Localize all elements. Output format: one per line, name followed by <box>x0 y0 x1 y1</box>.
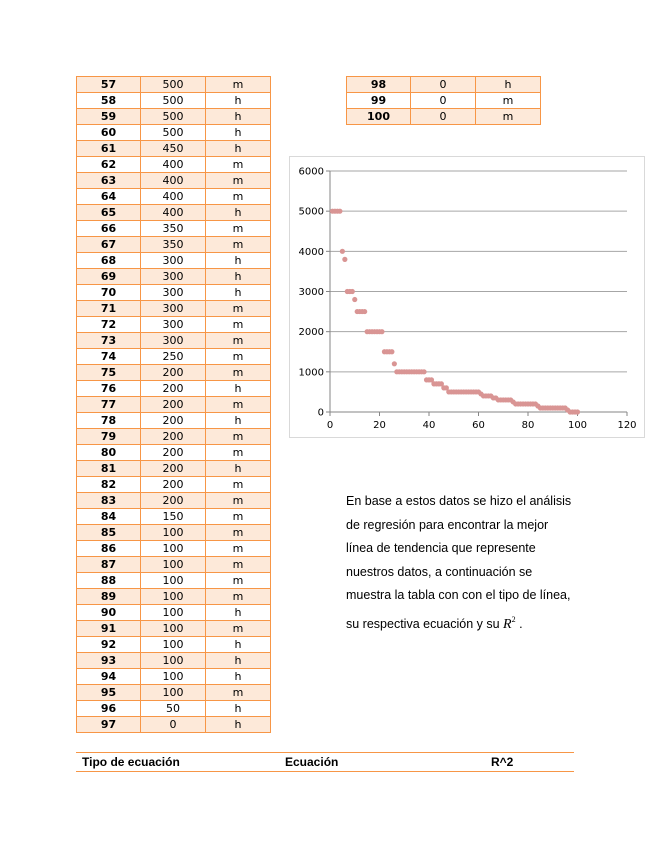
row-value: 500 <box>141 125 206 141</box>
row-type: m <box>206 621 271 637</box>
table-row <box>77 637 271 653</box>
row-value: 100 <box>141 573 206 589</box>
table-row <box>77 525 271 541</box>
row-value: 250 <box>141 349 206 365</box>
row-index: 60 <box>77 125 141 141</box>
x-tick-label: 20 <box>373 420 386 431</box>
row-type: m <box>206 77 271 93</box>
data-point <box>575 409 580 414</box>
row-value: 200 <box>141 365 206 381</box>
row-value: 100 <box>141 589 206 605</box>
table-row <box>77 397 271 413</box>
row-type: h <box>206 141 271 157</box>
table-row <box>77 557 271 573</box>
table-row <box>77 653 271 669</box>
paragraph-line: su respectiva ecuación y su <box>346 616 500 631</box>
row-value: 200 <box>141 381 206 397</box>
row-value: 100 <box>141 605 206 621</box>
row-type: h <box>206 461 271 477</box>
row-value: 100 <box>141 621 206 637</box>
data-point <box>352 297 357 302</box>
row-type: m <box>206 173 271 189</box>
row-type: h <box>206 125 271 141</box>
row-type: h <box>206 669 271 685</box>
row-type: m <box>206 221 271 237</box>
table-row <box>77 173 271 189</box>
row-type: m <box>206 445 271 461</box>
row-value: 0 <box>411 109 476 125</box>
table-row <box>77 253 271 269</box>
row-type: m <box>206 589 271 605</box>
x-tick-label: 60 <box>472 420 485 431</box>
row-value: 450 <box>141 141 206 157</box>
row-value: 50 <box>141 701 206 717</box>
row-type: m <box>206 301 271 317</box>
row-index: 78 <box>77 413 141 429</box>
table-row <box>77 157 271 173</box>
row-type: h <box>206 637 271 653</box>
row-type: m <box>206 429 271 445</box>
data-table-left <box>76 76 271 733</box>
table-row <box>77 269 271 285</box>
equation-table-header <box>76 752 574 772</box>
row-value: 100 <box>141 637 206 653</box>
row-index: 57 <box>77 77 141 93</box>
row-type: h <box>206 605 271 621</box>
table-row <box>77 701 271 717</box>
row-type: m <box>206 237 271 253</box>
row-value: 200 <box>141 493 206 509</box>
row-type: m <box>206 349 271 365</box>
y-tick-label: 3000 <box>298 287 324 298</box>
row-index: 71 <box>77 301 141 317</box>
table-row <box>77 189 271 205</box>
row-type: m <box>476 109 541 125</box>
analysis-paragraph <box>346 490 606 636</box>
row-index: 87 <box>77 557 141 573</box>
row-value: 200 <box>141 413 206 429</box>
row-value: 350 <box>141 237 206 253</box>
row-type: m <box>206 557 271 573</box>
row-value: 300 <box>141 333 206 349</box>
row-type: h <box>206 653 271 669</box>
row-value: 400 <box>141 157 206 173</box>
data-point <box>362 309 367 314</box>
table-row <box>77 669 271 685</box>
table-row <box>77 205 271 221</box>
row-value: 350 <box>141 221 206 237</box>
table-row <box>77 685 271 701</box>
row-index: 75 <box>77 365 141 381</box>
row-index: 85 <box>77 525 141 541</box>
table-row <box>77 493 271 509</box>
row-index: 84 <box>77 509 141 525</box>
row-type: m <box>206 493 271 509</box>
table-row <box>77 349 271 365</box>
row-value: 500 <box>141 93 206 109</box>
row-index: 70 <box>77 285 141 301</box>
row-index: 61 <box>77 141 141 157</box>
row-index: 99 <box>347 93 411 109</box>
row-value: 200 <box>141 445 206 461</box>
row-type: m <box>206 333 271 349</box>
row-value: 300 <box>141 285 206 301</box>
row-type: h <box>206 269 271 285</box>
row-type: h <box>206 253 271 269</box>
row-type: m <box>206 509 271 525</box>
row-type: m <box>206 573 271 589</box>
row-index: 76 <box>77 381 141 397</box>
table-row <box>77 477 271 493</box>
row-type: m <box>206 541 271 557</box>
row-value: 0 <box>411 77 476 93</box>
row-index: 67 <box>77 237 141 253</box>
row-value: 100 <box>141 685 206 701</box>
row-type: m <box>206 477 271 493</box>
row-type: h <box>206 381 271 397</box>
row-index: 62 <box>77 157 141 173</box>
row-index: 64 <box>77 189 141 205</box>
row-type: m <box>206 157 271 173</box>
r-exponent: 2 <box>511 614 516 624</box>
row-type: h <box>206 285 271 301</box>
row-type: m <box>206 525 271 541</box>
row-value: 100 <box>141 541 206 557</box>
table-row <box>347 93 541 109</box>
row-index: 72 <box>77 317 141 333</box>
row-type: m <box>206 365 271 381</box>
data-point <box>350 289 355 294</box>
paragraph-line: línea de tendencia que represente <box>346 541 536 555</box>
table-row <box>77 365 271 381</box>
y-tick-label: 2000 <box>298 327 324 339</box>
table-row <box>77 589 271 605</box>
paragraph-line: de regresión para encontrar la mejor <box>346 517 549 532</box>
row-type: m <box>206 397 271 413</box>
row-index: 98 <box>347 77 411 93</box>
row-type: h <box>476 77 541 93</box>
r-symbol: R <box>503 616 512 632</box>
table-row <box>77 573 271 589</box>
row-value: 0 <box>411 93 476 109</box>
row-index: 80 <box>77 445 141 461</box>
row-value: 0 <box>141 717 206 733</box>
row-index: 79 <box>77 429 141 445</box>
row-value: 200 <box>141 429 206 445</box>
row-value: 500 <box>141 77 206 93</box>
row-value: 100 <box>141 669 206 685</box>
y-tick-label: 5000 <box>298 206 324 218</box>
row-value: 300 <box>141 269 206 285</box>
paragraph-line: En base a estos datos se hizo el análisis <box>346 494 572 508</box>
table-row <box>77 413 271 429</box>
row-index: 74 <box>77 349 141 365</box>
table-row <box>77 605 271 621</box>
header-r2: R^2 <box>491 755 514 769</box>
row-index: 96 <box>77 701 141 717</box>
row-index: 81 <box>77 461 141 477</box>
data-point <box>421 369 426 374</box>
r-squared-symbol <box>503 614 516 632</box>
row-index: 68 <box>77 253 141 269</box>
table-row <box>77 445 271 461</box>
row-type: h <box>206 109 271 125</box>
table-row <box>77 621 271 637</box>
data-table-right <box>346 76 541 125</box>
data-point <box>379 329 384 334</box>
data-point <box>342 257 347 262</box>
table-row <box>77 717 271 733</box>
row-index: 59 <box>77 109 141 125</box>
row-index: 82 <box>77 477 141 493</box>
table-row <box>77 77 271 93</box>
row-index: 63 <box>77 173 141 189</box>
scatter-chart <box>289 156 645 438</box>
y-tick-label: 1000 <box>298 367 324 379</box>
row-value: 300 <box>141 253 206 269</box>
table-row <box>77 141 271 157</box>
row-type: h <box>206 717 271 733</box>
x-tick-label: 40 <box>422 420 436 431</box>
row-value: 150 <box>141 509 206 525</box>
chart-canvas <box>290 157 644 437</box>
table-row <box>347 77 541 93</box>
row-index: 88 <box>77 573 141 589</box>
data-point <box>337 209 342 214</box>
header-tipo-ecuacion: Tipo de ecuación <box>82 755 180 769</box>
row-value: 400 <box>141 189 206 205</box>
row-index: 66 <box>77 221 141 237</box>
row-index: 77 <box>77 397 141 413</box>
table-row <box>77 429 271 445</box>
paragraph-period: . <box>519 616 523 631</box>
x-tick-label: 120 <box>617 420 637 431</box>
table-row <box>77 333 271 349</box>
row-index: 89 <box>77 589 141 605</box>
row-type: m <box>206 685 271 701</box>
row-index: 58 <box>77 93 141 109</box>
row-type: h <box>206 413 271 429</box>
table-row <box>77 109 271 125</box>
table-row <box>77 381 271 397</box>
data-point <box>392 361 397 366</box>
row-value: 200 <box>141 477 206 493</box>
header-ecuacion: Ecuación <box>285 755 339 769</box>
row-index: 90 <box>77 605 141 621</box>
row-type: h <box>206 93 271 109</box>
row-type: h <box>206 701 271 717</box>
y-tick-label: 0 <box>317 407 324 419</box>
paragraph-line: nuestros datos, a continuación se <box>346 564 533 579</box>
row-type: m <box>476 93 541 109</box>
table-row <box>77 461 271 477</box>
table-row <box>77 237 271 253</box>
row-index: 65 <box>77 205 141 221</box>
row-value: 100 <box>141 653 206 669</box>
table-row <box>347 109 541 125</box>
y-tick-label: 4000 <box>298 246 324 258</box>
row-value: 200 <box>141 397 206 413</box>
paragraph-line-last <box>346 608 606 637</box>
data-point <box>340 249 345 254</box>
table-row <box>77 285 271 301</box>
table-row <box>77 221 271 237</box>
row-value: 500 <box>141 109 206 125</box>
row-index: 69 <box>77 269 141 285</box>
row-value: 300 <box>141 317 206 333</box>
table-row <box>77 509 271 525</box>
row-value: 300 <box>141 301 206 317</box>
row-index: 100 <box>347 109 411 125</box>
x-tick-label: 0 <box>326 420 334 431</box>
row-value: 100 <box>141 525 206 541</box>
x-tick-label: 100 <box>567 420 588 431</box>
row-index: 73 <box>77 333 141 349</box>
paragraph-line: muestra la tabla con con el tipo de línea, <box>346 588 571 602</box>
row-index: 95 <box>77 685 141 701</box>
row-value: 100 <box>141 557 206 573</box>
row-value: 400 <box>141 205 206 221</box>
table-row <box>77 125 271 141</box>
row-value: 400 <box>141 173 206 189</box>
row-index: 93 <box>77 653 141 669</box>
data-point <box>389 349 394 354</box>
row-index: 86 <box>77 541 141 557</box>
row-index: 83 <box>77 493 141 509</box>
y-tick-label: 6000 <box>298 166 324 178</box>
table-row <box>77 301 271 317</box>
table-row <box>77 317 271 333</box>
x-tick-label: 80 <box>521 420 535 431</box>
row-value: 200 <box>141 461 206 477</box>
row-type: m <box>206 189 271 205</box>
row-index: 91 <box>77 621 141 637</box>
table-row <box>77 93 271 109</box>
row-index: 97 <box>77 717 141 733</box>
row-type: h <box>206 205 271 221</box>
row-type: m <box>206 317 271 333</box>
table-row <box>77 541 271 557</box>
row-index: 94 <box>77 669 141 685</box>
row-index: 92 <box>77 637 141 653</box>
